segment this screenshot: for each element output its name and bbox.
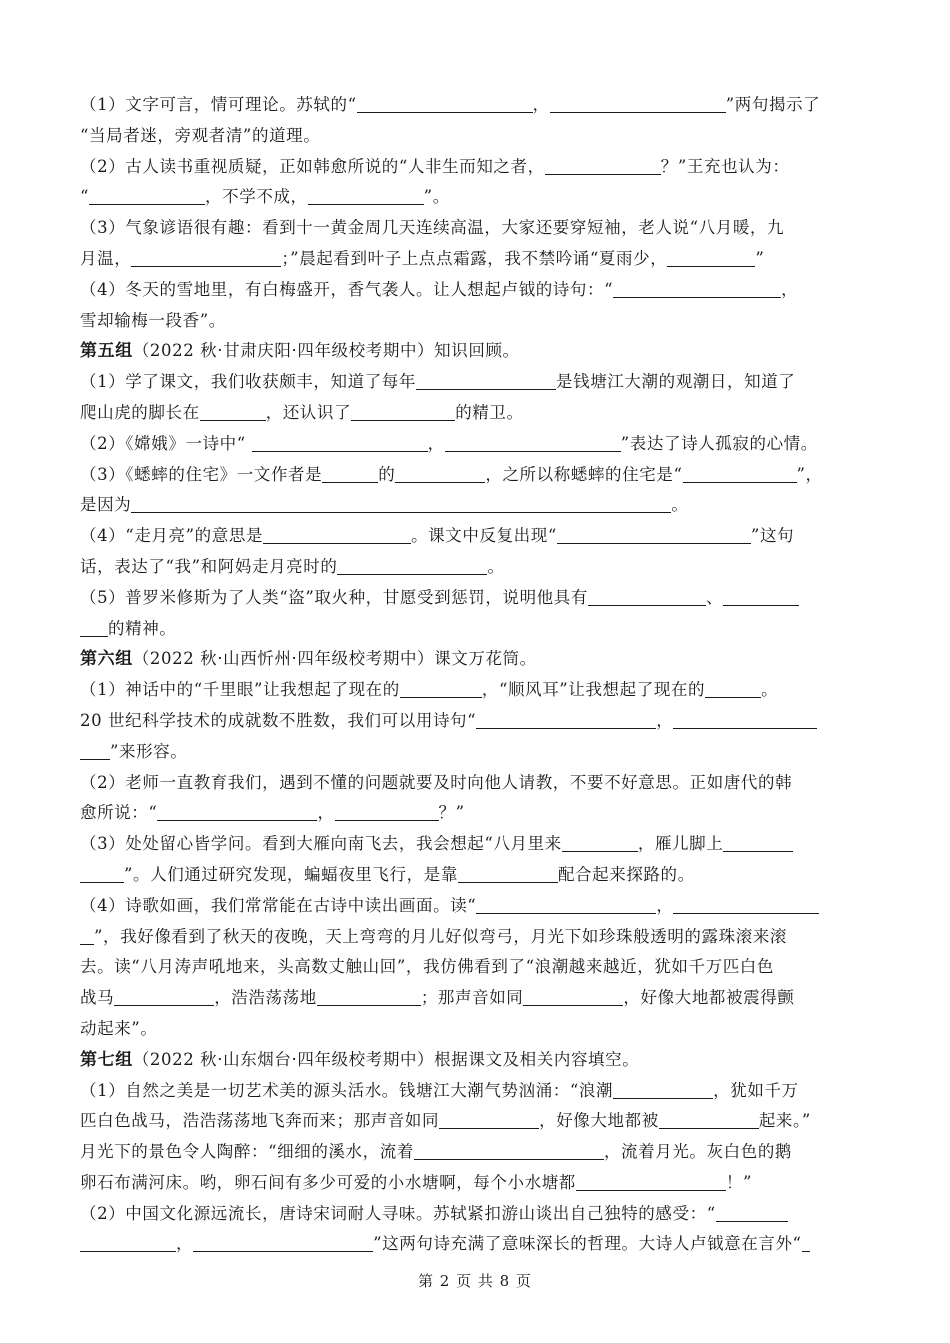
answer-blank[interactable]: [523, 987, 623, 1006]
text-line: [80, 1014, 870, 1045]
line-text: （3）处处留心皆学问。看到大雁向南飞去，我会想起“八月里来: [80, 834, 562, 854]
answer-blank[interactable]: [80, 1233, 176, 1252]
text-line: [80, 90, 870, 121]
line-text: 是因为: [80, 495, 132, 515]
answer-blank[interactable]: [613, 1080, 713, 1099]
text-line: [80, 336, 870, 367]
answer-blank[interactable]: [157, 802, 317, 821]
text-line: [80, 614, 870, 645]
answer-blank[interactable]: [114, 987, 214, 1006]
line-text: 20 世纪科学技术的成就数不胜数，我们可以用诗句“: [80, 710, 477, 730]
text-line: [80, 1137, 870, 1168]
line-text: （1）自然之美是一切艺术美的源头活水。钱塘江大潮气势汹涌：“浪潮: [80, 1080, 614, 1100]
answer-blank[interactable]: [400, 679, 482, 698]
line-text: ，犹如千万: [713, 1080, 799, 1100]
text-line: [80, 521, 870, 552]
line-text: （2）《嫦娥》一诗中“: [80, 433, 252, 453]
line-text: 愈所说：“: [80, 803, 158, 823]
line-text: （2）古人读书重视质疑，正如韩愈所说的“人非生而知之者，: [80, 156, 545, 176]
answer-blank[interactable]: [131, 248, 281, 267]
answer-blank[interactable]: [588, 587, 706, 606]
answer-blank[interactable]: [439, 1110, 539, 1129]
answer-blank[interactable]: [476, 710, 656, 729]
answer-blank[interactable]: [802, 1233, 810, 1252]
answer-blank[interactable]: [80, 926, 94, 945]
text-line: [80, 583, 870, 614]
line-text: ，不学不成，: [205, 187, 308, 207]
text-line: [80, 1076, 870, 1107]
line-text: ”这句: [750, 526, 795, 546]
answer-blank[interactable]: [613, 279, 781, 298]
text-line: [80, 429, 870, 460]
line-text: ，: [532, 95, 550, 114]
answer-blank[interactable]: [337, 556, 487, 575]
text-line: [80, 737, 870, 768]
line-text: ，: [781, 279, 799, 299]
text-line: [80, 1199, 870, 1230]
line-text: ，雁儿脚上: [637, 834, 724, 854]
line-text: 的: [378, 464, 396, 484]
answer-blank[interactable]: [659, 1110, 759, 1129]
line-text: ，流着月光。灰白色的鹅: [603, 1142, 793, 1162]
line-text: ”，: [796, 464, 823, 484]
line-text: 。课文中反复出现“: [411, 526, 557, 546]
line-text: ”两句揭示了: [725, 95, 821, 114]
answer-blank[interactable]: [193, 1233, 373, 1252]
answer-blank[interactable]: [723, 587, 799, 606]
answer-blank[interactable]: [723, 833, 793, 852]
line-text: （5）普罗米修斯为了人类“盗”取火种，甘愿受到惩罚，说明他具有: [80, 587, 588, 607]
line-text: 的精卫。: [455, 402, 524, 422]
answer-blank[interactable]: [395, 464, 485, 483]
text-line: [80, 922, 870, 953]
answer-blank[interactable]: [557, 525, 751, 544]
text-line: [80, 213, 870, 244]
line-text: 是钱塘江大潮的观潮日，知道了: [556, 372, 796, 392]
line-text: 雪却输梅一段香”。: [80, 310, 226, 330]
line-text: 去。读“八月涛声吼地来，头高数丈触山回”，我仿佛看到了“浪潮越来越近，犹如千万匹白色: [80, 957, 775, 977]
text-line: [80, 952, 870, 983]
answer-blank[interactable]: [683, 464, 797, 483]
line-text: ”。人们通过研究发现，蝙蝠夜里飞行，是靠: [124, 864, 458, 884]
page-footer: 第 2 页 共 8 页: [418, 1272, 532, 1290]
answer-blank[interactable]: [252, 433, 428, 452]
line-text: （3）气象谚语很有趣：看到十一黄金周几天连续高温，大家还要穿短袖，老人说“八月暖，九: [80, 218, 785, 238]
text-line: [80, 152, 870, 183]
worksheet-page: [80, 90, 870, 1260]
answer-blank[interactable]: [445, 433, 621, 452]
line-text: ，好像大地都被: [539, 1111, 659, 1131]
line-text: ”，我好像看到了秋天的夜晚，天上弯弯的月儿好似弯弓，月光下如珍珠般透明的露珠滚来滚: [94, 926, 788, 946]
text-line: [80, 891, 870, 922]
line-text: ；”晨起看到叶子上点点霜露，我不禁吟诵“夏雨少，: [281, 248, 668, 268]
answer-blank[interactable]: [335, 802, 439, 821]
line-text: ，“顺风耳”让我想起了现在的: [481, 680, 706, 700]
line-text: 卵石布满河床。哟，卵石间有多少可爱的小水塘啊，每个小水塘都: [80, 1172, 576, 1192]
line-text: ”: [755, 248, 765, 268]
line-text: 、: [705, 587, 724, 607]
line-text: （1）神话中的“千里眼”让我想起了现在的: [80, 680, 400, 700]
answer-blank[interactable]: [80, 741, 110, 760]
text-line: [80, 398, 870, 429]
answer-blank[interactable]: [80, 864, 124, 883]
text-line: [80, 306, 870, 337]
line-text: （4）诗歌如画，我们常常能在古诗中读出画面。读“: [80, 895, 477, 915]
line-text: ”来形容。: [110, 741, 188, 761]
line-text: 的精神。: [108, 618, 177, 638]
line-text: ，还认识了: [265, 402, 352, 422]
answer-blank[interactable]: [263, 525, 411, 544]
line-text: 。: [761, 680, 779, 700]
line-text: 爬山虎的脚长在: [80, 402, 200, 422]
line-text: ，之所以称蟋蟀的住宅是“: [485, 464, 683, 484]
line-text: ？”: [438, 803, 465, 823]
line-text: （3）《蟋蟀的住宅》一文作者是: [80, 464, 323, 484]
answer-blank[interactable]: [89, 186, 205, 205]
group-title: 第六组: [80, 649, 133, 670]
answer-blank[interactable]: [317, 987, 421, 1006]
line-text: 战马: [80, 988, 115, 1008]
line-text: （2022 秋·甘肃庆阳·四年级校考期中）知识回顾。: [132, 341, 520, 361]
group-title: 第七组: [80, 1049, 133, 1070]
answer-blank[interactable]: [416, 371, 556, 390]
answer-blank[interactable]: [545, 156, 661, 175]
line-text: ，: [176, 1234, 194, 1254]
line-text: 月光下的景色令人陶醉：“细细的溪水，流着: [80, 1142, 414, 1162]
line-text: 月温，: [80, 248, 132, 268]
line-text: 配合起来探路的。: [557, 864, 695, 884]
text-line: [80, 768, 870, 799]
answer-blank[interactable]: [550, 94, 726, 113]
line-text: ”表达了诗人孤寂的心情。: [620, 433, 818, 453]
answer-blank[interactable]: [322, 464, 378, 483]
line-text: （2）中国文化源远流长，唐诗宋词耐人寻味。苏轼紧扣游山谈出自己独特的感受：“: [80, 1203, 716, 1223]
text-line: [80, 1045, 870, 1076]
answer-blank[interactable]: [716, 1203, 788, 1222]
text-line: [80, 983, 870, 1014]
line-text: 。: [671, 495, 689, 515]
line-text: ；那声音如同: [420, 988, 524, 1008]
line-text: ？”王充也认为：: [660, 156, 790, 176]
line-text: 话，表达了“我”和阿妈走月亮时的: [80, 556, 338, 576]
answer-blank[interactable]: [414, 1141, 604, 1160]
line-text: ！”: [725, 1172, 753, 1192]
line-text: ，: [656, 895, 674, 915]
text-line: [80, 1168, 870, 1199]
line-text: ，好像大地都被震得颤: [623, 988, 795, 1008]
answer-blank[interactable]: [131, 494, 671, 513]
line-text: 起来。”: [758, 1111, 811, 1131]
line-text: 。: [487, 556, 505, 576]
text-line: [80, 460, 870, 491]
text-line: [80, 706, 870, 737]
text-line: [80, 552, 870, 583]
line-text: 动起来”。: [80, 1018, 158, 1038]
answer-blank[interactable]: [673, 895, 819, 914]
text-line: [80, 121, 870, 152]
line-text: （2022 秋·山西忻州·四年级校考期中）课文万花筒。: [132, 649, 537, 669]
line-text: ，: [427, 433, 445, 453]
answer-blank[interactable]: [308, 186, 424, 205]
line-text: （1）学了课文，我们收获颇丰，知道了每年: [80, 372, 416, 392]
text-line: [80, 860, 870, 891]
answer-blank[interactable]: [357, 94, 533, 113]
line-text: ，: [656, 710, 674, 730]
answer-blank[interactable]: [200, 402, 266, 421]
answer-blank[interactable]: [705, 679, 761, 698]
text-line: [80, 829, 870, 860]
answer-blank[interactable]: [351, 402, 455, 421]
text-line: [80, 1229, 870, 1260]
line-text: （2）老师一直教育我们，遇到不懂的问题就要及时向他人请教，不要不好意思。正如唐代的韩: [80, 772, 793, 792]
answer-blank[interactable]: [476, 895, 656, 914]
answer-blank[interactable]: [673, 710, 817, 729]
answer-blank[interactable]: [80, 618, 108, 637]
text-line: [80, 490, 870, 521]
line-text: ”。: [423, 187, 450, 207]
line-text: （1）文字可言，情可理论。苏轼的“: [80, 95, 357, 114]
line-text: （4）“走月亮”的意思是: [80, 526, 264, 546]
answer-blank[interactable]: [562, 833, 638, 852]
line-text: 匹白色战马，浩浩荡荡地飞奔而来；那声音如同: [80, 1111, 440, 1131]
text-line: [80, 244, 870, 275]
text-line: [80, 182, 870, 213]
line-text: “当局者迷，旁观者清”的道理。: [80, 125, 321, 145]
line-text: ，: [317, 803, 335, 823]
text-line: [80, 275, 870, 306]
answer-blank[interactable]: [667, 248, 755, 267]
group-title: 第五组: [80, 341, 133, 362]
text-line: [80, 675, 870, 706]
line-text: （4）冬天的雪地里，有白梅盛开，香气袭人。让人想起卢钺的诗句：“: [80, 279, 614, 299]
text-line: [80, 644, 870, 675]
line-text: “: [80, 187, 90, 207]
text-line: [80, 1106, 870, 1137]
line-text: ”这两句诗充满了意味深长的哲理。大诗人卢钺意在言外“: [373, 1234, 802, 1254]
line-text: ，浩浩荡荡地: [214, 988, 317, 1008]
line-text: （2022 秋·山东烟台·四年级校考期中）根据课文及相关内容填空。: [132, 1049, 640, 1069]
answer-blank[interactable]: [576, 1172, 726, 1191]
text-line: [80, 798, 870, 829]
text-line: [80, 367, 870, 398]
answer-blank[interactable]: [458, 864, 558, 883]
